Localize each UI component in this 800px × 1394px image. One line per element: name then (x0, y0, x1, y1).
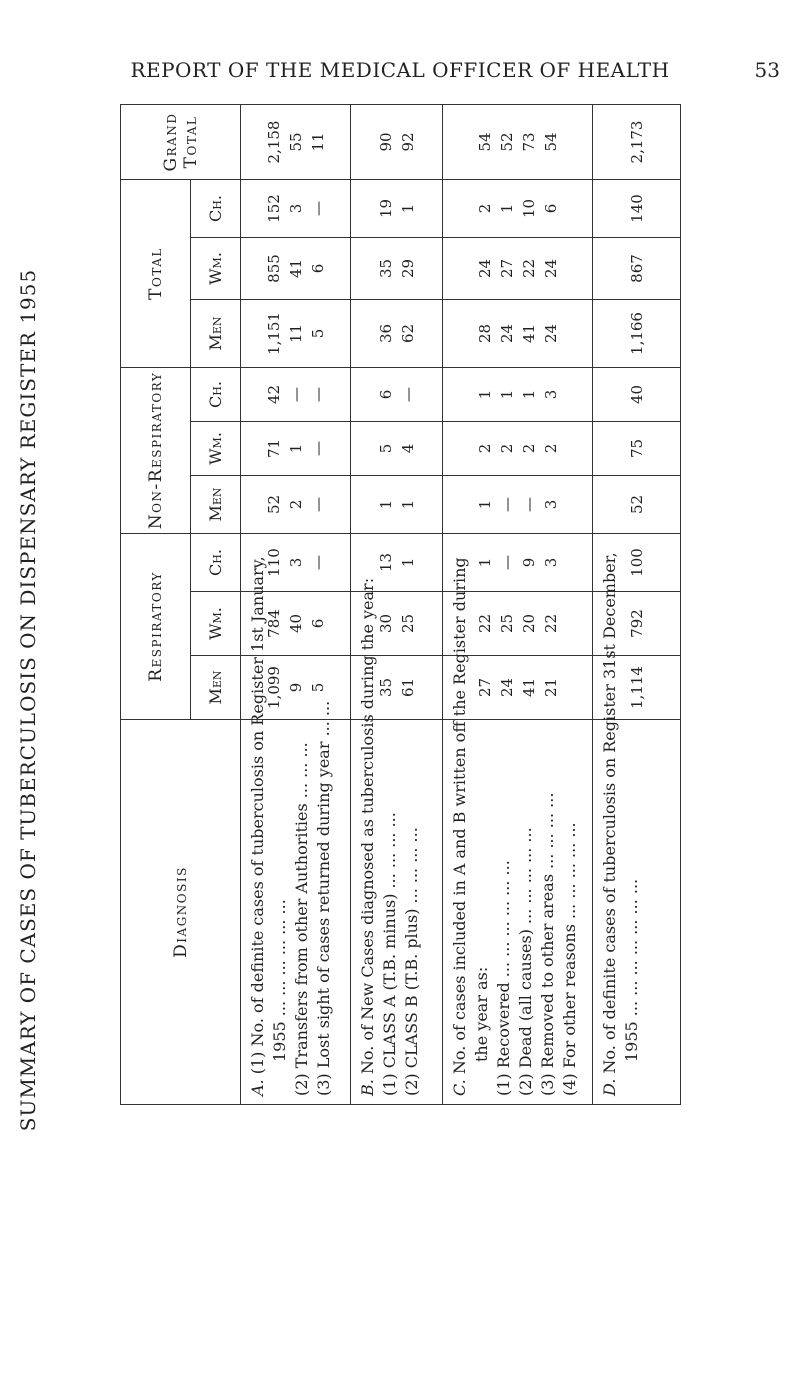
cell (351, 299, 443, 367)
cell-value: 2 (541, 443, 560, 454)
table-row (593, 104, 681, 1104)
diag-line: (1) CLASS A (T.B. minus) ... ... ... ... (380, 812, 399, 1096)
cell (443, 421, 593, 475)
cell (351, 421, 443, 475)
cell (351, 237, 443, 299)
cell-value: 40 (627, 384, 646, 405)
cell-value: 24 (497, 323, 516, 344)
cell-value: 25 (497, 613, 516, 634)
cell-value: 100 (627, 548, 646, 577)
cell (241, 237, 351, 299)
cell-value: 11 (308, 132, 327, 152)
cell-value: 1,151 (264, 312, 283, 355)
cell-value: 52 (264, 494, 283, 515)
diag-line: (2) Transfers from other Authorities ... ... ... (292, 742, 311, 1096)
cell-value: 22 (475, 613, 494, 634)
cell-value: 52 (627, 494, 646, 515)
cell-value: 1 (398, 557, 417, 568)
cell-value: 2,158 (264, 120, 283, 164)
cell-value: 9 (519, 557, 538, 568)
diag-line: No. of cases included in A and B written off the Register during (450, 557, 469, 1075)
cell-value: 54 (475, 132, 494, 152)
cell-value: 1,166 (627, 312, 646, 355)
table-row (443, 104, 593, 1104)
cell-value: 2 (475, 443, 494, 454)
cell (351, 179, 443, 237)
diag-line: 1955 ... ... ... ... ... ... (270, 899, 289, 1062)
cell (593, 104, 681, 179)
cell-value: 73 (519, 132, 538, 152)
cell-value: 152 (264, 194, 283, 223)
cell-value: 41 (519, 323, 538, 344)
table-row (241, 104, 351, 1104)
group-non-respiratory: Non-Respiratory (121, 367, 191, 533)
cell (443, 299, 593, 367)
cell (241, 475, 351, 533)
cell-value: 41 (519, 677, 538, 698)
cell-value: 62 (398, 323, 417, 344)
cell-value: 110 (264, 548, 283, 577)
summary-table-rotated (120, 105, 680, 1105)
cell (241, 104, 351, 179)
cell-value: 21 (541, 677, 560, 698)
cell-value: 41 (286, 258, 305, 279)
cell-value: 1 (398, 203, 417, 214)
cell-value: 71 (264, 438, 283, 459)
cell-value: — (497, 555, 516, 570)
cell-value: 28 (475, 323, 494, 344)
cell (241, 299, 351, 367)
cell-value: 36 (376, 323, 395, 344)
group-total: Total (121, 179, 191, 367)
cell-value: — (308, 496, 327, 512)
cell (593, 475, 681, 533)
cell-value: 5 (376, 443, 395, 454)
cell-value: 6 (376, 389, 395, 400)
cell (443, 179, 593, 237)
cell (593, 237, 681, 299)
total-ch-header: Ch. (191, 179, 241, 237)
cell-value: 90 (376, 132, 395, 152)
cell-value: 1 (475, 557, 494, 568)
cell-value: 27 (497, 258, 516, 279)
table-title: SUMMARY OF CASES OF TUBERCULOSIS ON DISPENSARY REGISTER 1955 (16, 268, 40, 1132)
cell-value: — (398, 386, 417, 402)
diag-line: (1) Recovered ... ... ... ... ... ... (494, 860, 513, 1096)
cell-value: 10 (519, 198, 538, 219)
cell (241, 179, 351, 237)
cell-value: 2 (286, 499, 305, 510)
cell-value: 1,099 (264, 666, 283, 709)
cell-value: 22 (519, 258, 538, 279)
cell-value: — (308, 440, 327, 456)
report-title: REPORT OF THE MEDICAL OFFICER OF HEALTH (130, 58, 670, 82)
cell-value: 792 (627, 609, 646, 638)
cell-value: 27 (475, 677, 494, 698)
cell (593, 421, 681, 475)
cell-value: 22 (541, 613, 560, 634)
cell-value: 3 (541, 557, 560, 568)
cell-value: 6 (308, 263, 327, 274)
summary-table (120, 104, 681, 1105)
cell-value: 13 (376, 552, 395, 573)
cell-value: 3 (541, 389, 560, 400)
section-letter: B. (358, 1079, 377, 1096)
cell (593, 299, 681, 367)
cell-value: 3 (286, 203, 305, 214)
cell-value: 1 (376, 499, 395, 510)
cell-value: 55 (286, 132, 305, 152)
diag-line: (3) Lost sight of cases returned during year ... ... (314, 700, 333, 1096)
grand-total-header: Grand Total (121, 104, 241, 179)
section-letter: D. (600, 1078, 619, 1096)
diag-line: No. of New Cases diagnosed as tuberculosis during the year: (358, 577, 377, 1075)
nonresp-ch-header: Ch. (191, 367, 241, 421)
cell-value: 11 (286, 323, 305, 344)
cell-value: 19 (376, 198, 395, 219)
cell-value: 1 (497, 203, 516, 214)
cell-value: 784 (264, 609, 283, 638)
total-wm-header: Wm. (191, 237, 241, 299)
cell-value: 54 (541, 132, 560, 152)
cell-value: 24 (541, 258, 560, 279)
cell-value: 25 (398, 613, 417, 634)
cell-value: 2 (475, 203, 494, 214)
cell-value: — (308, 200, 327, 216)
cell-value: — (519, 496, 538, 512)
cell (593, 179, 681, 237)
cell-value: 1 (475, 499, 494, 510)
diag-line: (4) For other reasons ... ... ... ... ... (560, 822, 579, 1096)
diag-line: (1) No. of definite cases of tuberculosis on Register 1st January, (248, 556, 267, 1075)
cell (443, 367, 593, 421)
cell-value: 24 (497, 677, 516, 698)
cell (241, 367, 351, 421)
diag-line: (2) CLASS B (T.B. plus) ... ... ... ... (402, 827, 421, 1096)
cell-value: 35 (376, 677, 395, 698)
section-letter: A. (248, 1079, 267, 1096)
cell-value: 3 (541, 499, 560, 510)
cell (351, 367, 443, 421)
cell-value: 40 (286, 613, 305, 634)
cell-value: 30 (376, 613, 395, 634)
cell-value: — (286, 386, 305, 402)
cell-value: 9 (286, 682, 305, 693)
cell-value: 52 (497, 132, 516, 152)
page-number: 53 (754, 58, 780, 82)
cell (443, 237, 593, 299)
resp-wm-header: Wm. (191, 592, 241, 656)
diag-line: (2) Dead (all causes) ... ... ... ... ... (516, 827, 535, 1096)
cell (351, 475, 443, 533)
cell (443, 104, 593, 179)
cell-value: 20 (519, 613, 538, 634)
cell-value: 867 (627, 254, 646, 283)
cell-value: 1,114 (627, 666, 646, 709)
cell-value: 1 (497, 389, 516, 400)
cell-value: 42 (264, 384, 283, 405)
table-row (351, 104, 443, 1104)
cell (593, 367, 681, 421)
nonresp-men-header: Men (191, 475, 241, 533)
diag-line: the year as: (472, 966, 491, 1062)
cell (241, 421, 351, 475)
cell-value: 2 (497, 443, 516, 454)
cell-value: 1 (398, 499, 417, 510)
section-letter: C. (450, 1079, 469, 1096)
cell-value: — (308, 555, 327, 570)
cell-value: 61 (398, 677, 417, 698)
cell-value: 140 (627, 194, 646, 223)
diag-line: 1955 ... ... ... ... ... ... ... (622, 878, 641, 1062)
group-respiratory: Respiratory (121, 533, 191, 719)
cell-value: 24 (475, 258, 494, 279)
cell-value: 855 (264, 254, 283, 283)
diagnosis-header: Diagnosis (121, 720, 241, 1105)
cell-value: 1 (519, 389, 538, 400)
cell-value: 3 (286, 557, 305, 568)
resp-men-header: Men (191, 656, 241, 720)
cell-value: 2,173 (627, 120, 646, 164)
cell (351, 104, 443, 179)
cell (443, 475, 593, 533)
cell-value: 6 (308, 618, 327, 629)
cell-value: 24 (541, 323, 560, 344)
cell-value: 1 (286, 443, 305, 454)
cell-value: 4 (398, 443, 417, 454)
page-header (0, 58, 800, 88)
cell-value: — (308, 386, 327, 402)
cell-value: 1 (475, 389, 494, 400)
cell-value: 6 (541, 203, 560, 214)
cell-value: 29 (398, 258, 417, 279)
cell-value: 35 (376, 258, 395, 279)
cell-value: 92 (398, 132, 417, 152)
cell-value: 5 (308, 328, 327, 339)
cell-value: 2 (519, 443, 538, 454)
cell-value: 5 (308, 682, 327, 693)
diag-line: No. of definite cases of tuberculosis on Register 31st December, (600, 552, 619, 1074)
cell-value: — (497, 496, 516, 512)
nonresp-wm-header: Wm. (191, 421, 241, 475)
resp-ch-header: Ch. (191, 533, 241, 591)
diag-line: (3) Removed to other areas ... ... ... ... (538, 792, 557, 1096)
total-men-header: Men (191, 299, 241, 367)
cell-value: 75 (627, 438, 646, 459)
